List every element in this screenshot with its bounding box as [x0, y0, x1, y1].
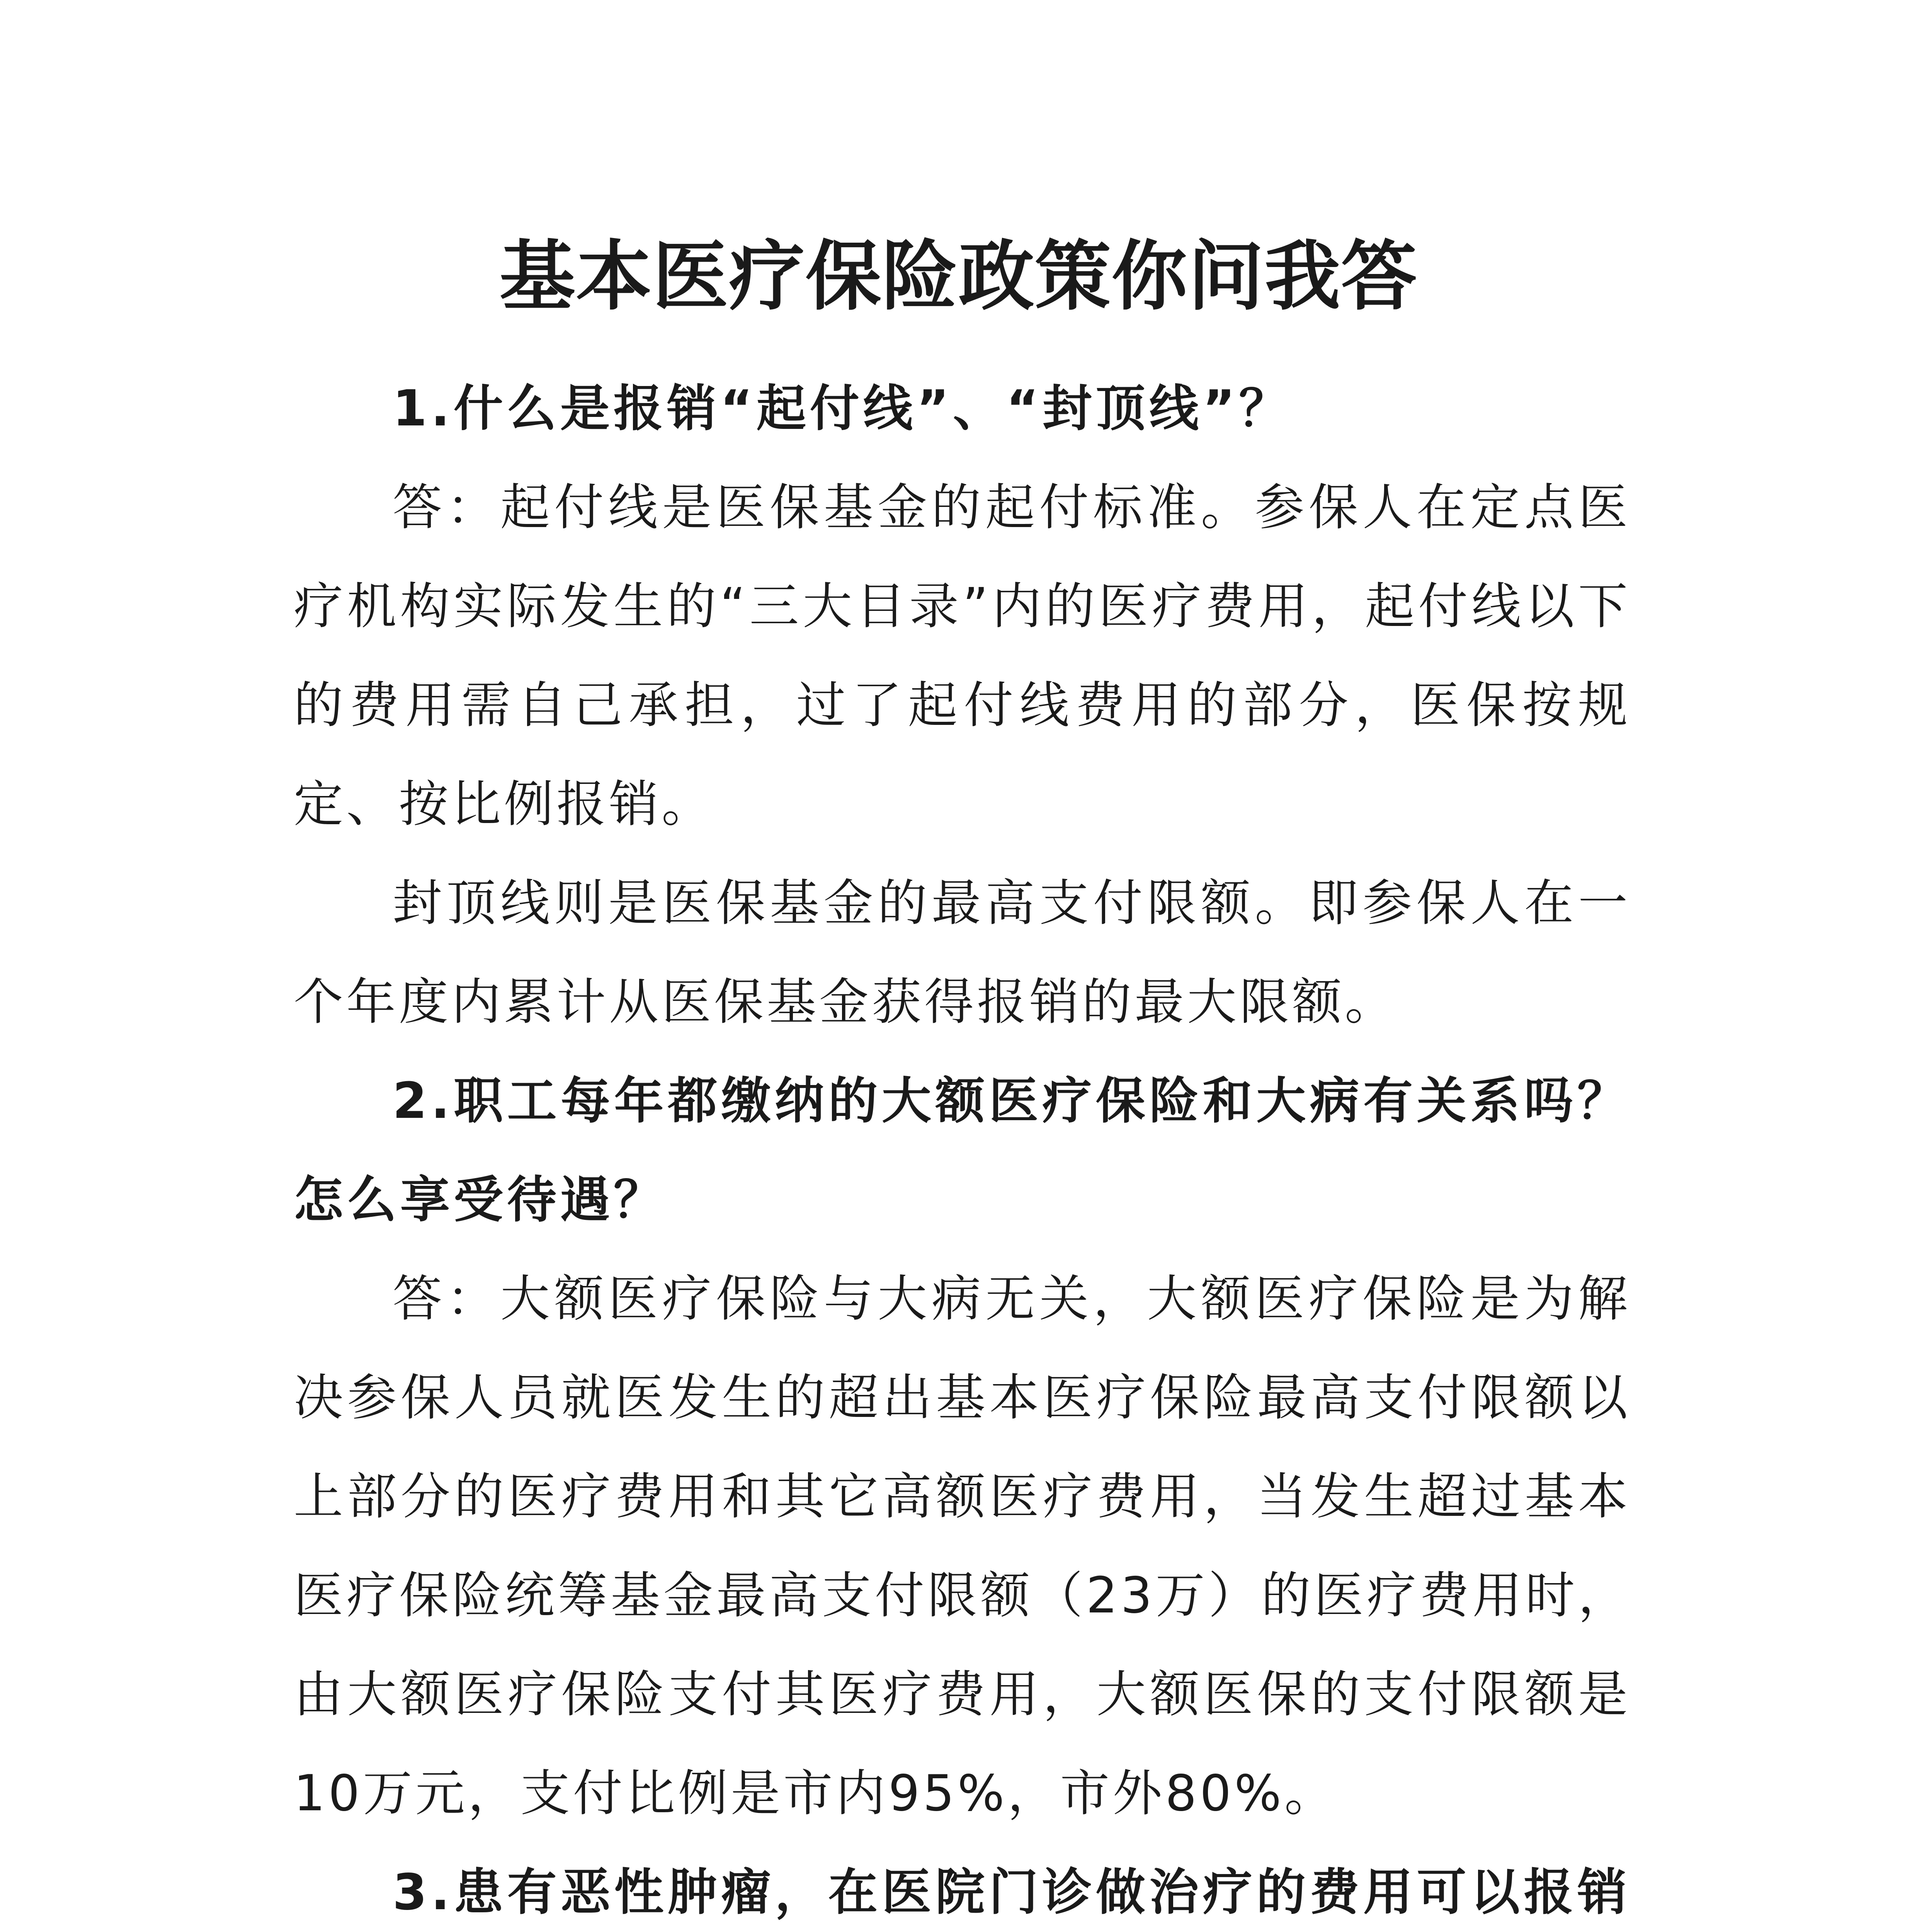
answer-2-paragraph-1: 答：大额医疗保险与大病无关，大额医疗保险是为解决参保人员就医发生的超出基本医疗保险最高支付限额以上部分的医疗费用和其它高额医疗费用，当发生超过基本医疗保险统筹基金最高支付限额（23万）的医疗费用时，由大额医疗保险支付其医疗费用，大额医保的支付限额是10万元，支付比例是市内95%，市外80%。	[294, 1270, 1631, 1822]
question-2: 2.职工每年都缴纳的大额医疗保险和大病有关系吗？怎么享受待遇？	[294, 1072, 1631, 1229]
answer-1-paragraph-2: 封顶线则是医保基金的最高支付限额。即参保人在一个年度内累计从医保基金获得报销的最大限额。	[294, 874, 1631, 1031]
faq-section-2	[294, 1052, 1631, 1843]
question-1: 1.什么是报销“起付线”、“封顶线”？	[393, 380, 1293, 437]
faq-section-3	[294, 1843, 1631, 1932]
faq-content	[294, 359, 1631, 1932]
faq-section-1	[294, 359, 1631, 1052]
question-3: 3.患有恶性肿瘤，在医院门诊做治疗的费用可以报销	[393, 1864, 1631, 1921]
page-title: 基本医疗保险政策你问我答	[499, 232, 1418, 321]
answer-1-paragraph-1: 答：起付线是医保基金的起付标准。参保人在定点医疗机构实际发生的“三大目录”内的医疗费用，起付线以下的费用需自己承担，过了起付线费用的部分，医保按规定、按比例报销。	[294, 479, 1631, 833]
